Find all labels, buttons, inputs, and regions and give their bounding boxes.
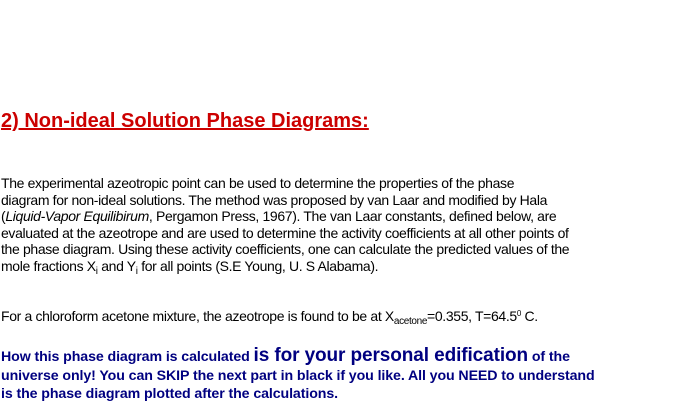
text-line: evaluated at the azeotrope and are used to determine the activity coefficients at all other points of <box>1 224 569 241</box>
text: for all points (S.E Young, U. S Alabama). <box>137 257 379 274</box>
section-heading: 2) Non-ideal Solution Phase Diagrams: <box>1 110 369 132</box>
text: For a chloroform acetone mixture, the azeotrope is found to be at X <box>1 308 394 324</box>
intro-paragraph <box>1 175 569 275</box>
text-line <box>1 208 569 225</box>
text: ( <box>1 208 6 225</box>
subscript: i <box>95 265 98 277</box>
emphasis-text: is for your personal edification <box>253 345 529 366</box>
azeotrope-paragraph <box>1 308 538 325</box>
text: C. <box>520 308 538 324</box>
text-line: is the phase diagram plotted after the calculations. <box>1 386 338 402</box>
text: mole fractions X <box>1 257 96 274</box>
superscript: 0 <box>516 309 521 318</box>
text-line: The experimental azeotropic point can be used to determine the properties of the phase <box>1 175 515 191</box>
text-line: the phase diagram. Using these activity coefficients, one can calculate the predicted values of the <box>1 241 570 258</box>
text-line: diagram for non-ideal solutions. The method was proposed by van Laar and modified by Hala <box>1 191 548 208</box>
subscript: i <box>135 265 138 277</box>
note-paragraph <box>1 347 595 404</box>
book-title: Liquid-Vapor Equilibirum <box>5 208 149 225</box>
text: =0.355, T=64.5 <box>427 308 517 324</box>
text: How this phase diagram is calculated <box>1 349 254 365</box>
text-line <box>1 347 595 367</box>
text: , Pergamon Press, 1967). The van Laar constants, defined below, are <box>148 208 557 225</box>
subscript: acetone <box>393 316 428 327</box>
text-line: universe only! You can SKIP the next part in black if you like. All you NEED to understand <box>1 367 595 384</box>
text-line <box>1 258 569 275</box>
text: and Y <box>97 257 136 274</box>
text: of the <box>528 349 570 365</box>
